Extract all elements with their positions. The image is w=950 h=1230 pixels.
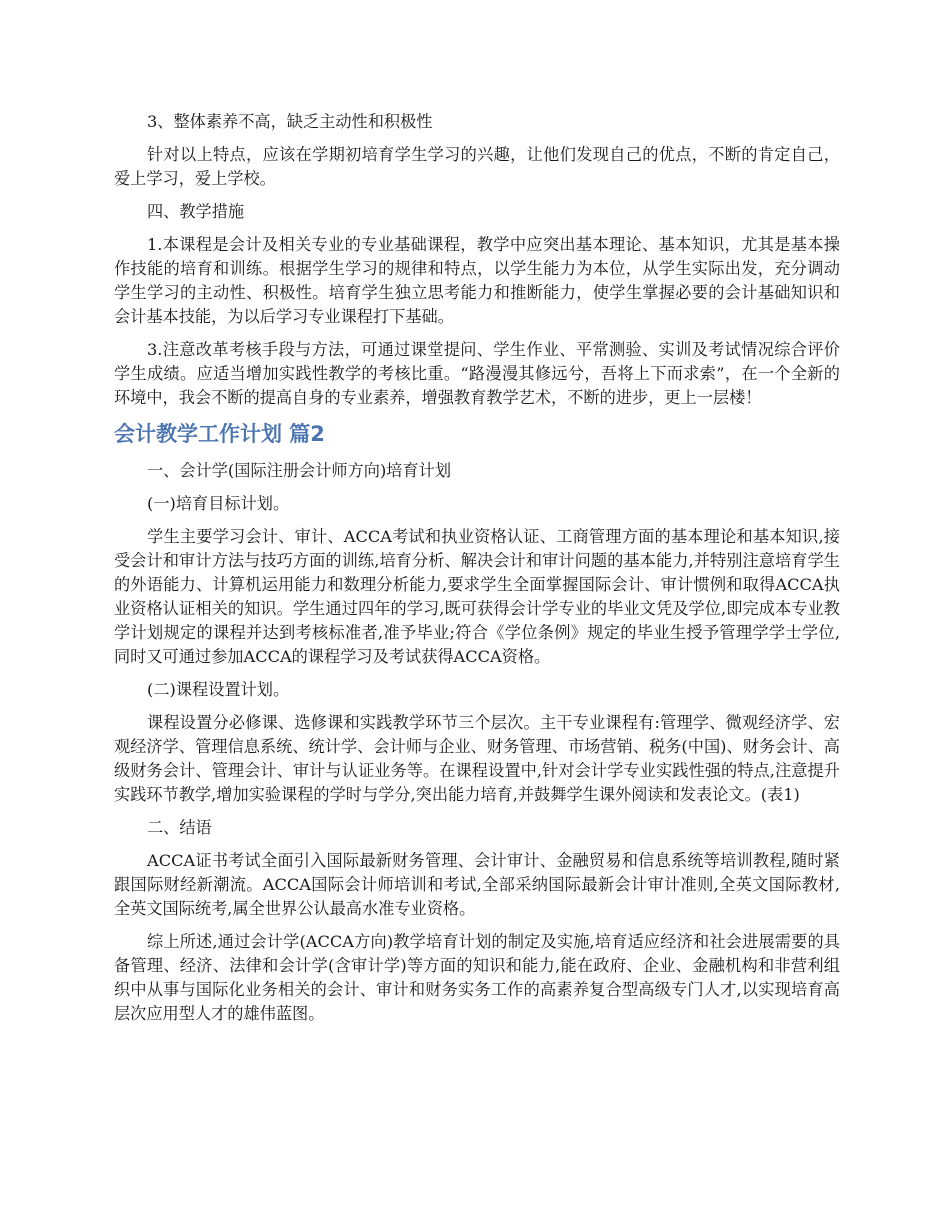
document-heading: 会计教学工作计划 篇2 xyxy=(114,422,325,446)
paragraph-acca-exam: ACCA证书考试全面引入国际最新财务管理、会计审计、金融贸易和信息系统等培训教程,随时紧跟国际财经新潮流。ACCA国际会计师培训和考试,全部采纳国际最新会计审计准则,全英文国际教材,全英文国际统考,属全世界公认最高水准专业资格。 xyxy=(114,851,840,918)
paragraph-item-3-quality: 3、整体素养不高，缺乏主动性和积极性 xyxy=(147,112,433,131)
paragraph-course-plan: 课程设置分必修课、选修课和实践教学环节三个层次。主干专业课程有:管理学、微观经济学、宏观经济学、管理信息系统、统计学、会计师与企业、财务管理、市场营销、税务(中国)、财务会计、高级财务会计、管理会计、审计与认证业务等。在课程设置中,针对会计学专业实践性强的特点,注意提升实践环节教学,增加实验课程的学时与学分,突出能力培育,并鼓舞学生课外阅读和发表论文。(表1) xyxy=(114,713,840,804)
section-heading-conclusion: 二、结语 xyxy=(147,818,212,837)
paragraph-response-to-traits: 针对以上特点，应该在学期初培育学生学习的兴趣，让他们发现自己的优点，不断的肯定自己，爱上学习，爱上学校。 xyxy=(114,145,840,188)
paragraph-measure-3: 3.注意改革考核手段与方法，可通过课堂提问、学生作业、平常测验、实训及考试情况综合评价学生成绩。应适当增加实践性教学的考核比重。“路漫漫其修远兮，吾将上下而求索”，在一个全新的环境中，我会不断的提高自身的专业素养，增强教育教学艺术，不断的进步，更上一层楼！ xyxy=(114,340,840,407)
document-page xyxy=(114,110,840,1035)
paragraph-measure-1: 1.本课程是会计及相关专业的专业基础课程，教学中应突出基本理论、基本知识，尤其是基本操作技能的培育和训练。根据学生学习的规律和特点，以学生能力为本位，从学生实际出发，充分调动学生学习的主动性、积极性。培育学生独立思考能力和推断能力，使学生掌握必要的会计基础知识和会计基本技能，为以后学习专业课程打下基础。 xyxy=(114,235,840,326)
section-heading-training-plan: 一、会计学(国际注册会计师方向)培育计划 xyxy=(147,461,452,480)
paragraph-training-goals: 学生主要学习会计、审计、ACCA考试和执业资格认证、工商管理方面的基本理论和基本知识,接受会计和审计方法与技巧方面的训练,培育分析、解决会计和审计问题的基本能力,并特别注意培育学生的外语能力、计算机运用能力和数理分析能力,要求学生全面掌握国际会计、审计惯例和取得ACCA执业资格认证相关的知识。学生通过四年的学习,既可获得会计学专业的毕业文凭及学位,即完成本专业教学计划规定的课程并达到考核标准者,准予毕业;符合《学位条例》规定的毕业生授予管理学学士学位,同时又可通过参加ACCA的课程学习及考试获得ACCA资格。 xyxy=(114,527,840,666)
subheading-training-goals: (一)培育目标计划。 xyxy=(147,494,290,513)
subheading-course-plan: (二)课程设置计划。 xyxy=(147,680,290,699)
paragraph-summary: 综上所述,通过会计学(ACCA方向)教学培育计划的制定及实施,培育适应经济和社会进展需要的具备管理、经济、法律和会计学(含审计学)等方面的知识和能力,能在政府、企业、金融机构和非营利组织中从事与国际化业务相关的会计、审计和财务实务工作的高素养复合型高级专门人才,以实现培育高层次应用型人才的雄伟蓝图。 xyxy=(114,932,840,1023)
section-heading-teaching-measures: 四、教学措施 xyxy=(147,202,245,221)
